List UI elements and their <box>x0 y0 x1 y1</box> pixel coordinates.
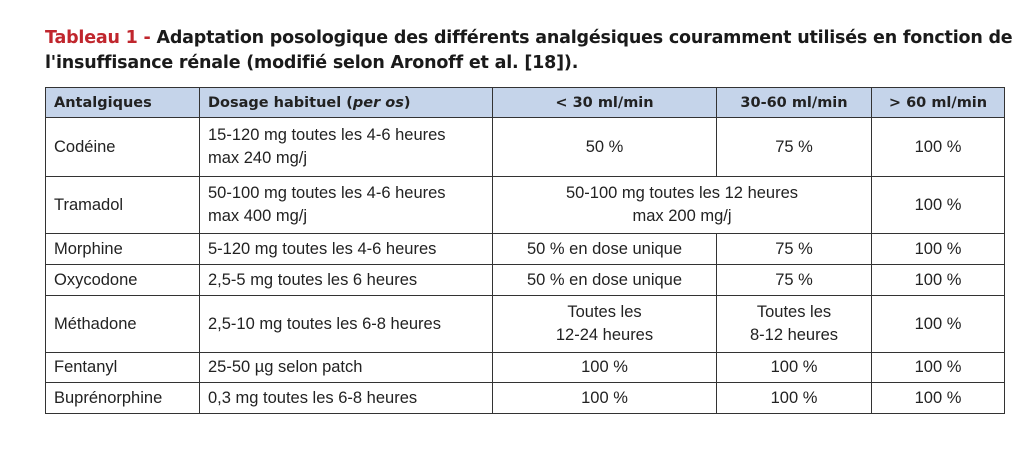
table-row <box>46 353 1005 383</box>
header-30-60: 30-60 ml/min <box>717 88 872 118</box>
dose-lt30: 50 % en dose unique <box>493 265 717 296</box>
dose-30-60: 75 % <box>717 265 872 296</box>
dosage-table <box>45 87 1005 414</box>
table-row <box>46 296 1005 353</box>
dose-30-60: 100 % <box>717 353 872 383</box>
dose-gt60: 100 % <box>872 383 1005 414</box>
drug-name: Fentanyl <box>46 353 200 383</box>
dose-gt60: 100 % <box>872 296 1005 353</box>
header-row <box>46 88 1005 118</box>
dose-lt30: 50 % en dose unique <box>493 234 717 265</box>
drug-dose: 50-100 mg toutes les 4-6 heures max 400 mg/j <box>200 177 493 234</box>
dose-lt30: Toutes les 12-24 heures <box>493 296 717 353</box>
dose-gt60: 100 % <box>872 118 1005 177</box>
dose-30-60: 75 % <box>717 118 872 177</box>
drug-dose: 5-120 mg toutes les 4-6 heures <box>200 234 493 265</box>
dose-30-60: 100 % <box>717 383 872 414</box>
drug-dose: 25-50 µg selon patch <box>200 353 493 383</box>
table-row <box>46 118 1005 177</box>
table-label: Tableau 1 - <box>45 28 151 48</box>
drug-name: Oxycodone <box>46 265 200 296</box>
header-gt60: > 60 ml/min <box>872 88 1005 118</box>
dose-gt60: 100 % <box>872 265 1005 296</box>
dose-gt60: 100 % <box>872 353 1005 383</box>
table-row <box>46 234 1005 265</box>
table-row <box>46 383 1005 414</box>
dose-30-60: Toutes les 8-12 heures <box>717 296 872 353</box>
drug-dose: 2,5-10 mg toutes les 6-8 heures <box>200 296 493 353</box>
header-antalgiques: Antalgiques <box>46 88 200 118</box>
drug-dose: 2,5-5 mg toutes les 6 heures <box>200 265 493 296</box>
drug-dose: 15-120 mg toutes les 4-6 heures max 240 mg/j <box>200 118 493 177</box>
table-row <box>46 265 1005 296</box>
drug-name: Codéine <box>46 118 200 177</box>
dose-30-60: 75 % <box>717 234 872 265</box>
dose-lt30: 100 % <box>493 353 717 383</box>
table-row <box>46 177 1005 234</box>
drug-dose: 0,3 mg toutes les 6-8 heures <box>200 383 493 414</box>
header-dosage: Dosage habituel (per os) <box>200 88 493 118</box>
dose-lt30: 50 % <box>493 118 717 177</box>
dose-gt60: 100 % <box>872 234 1005 265</box>
table-caption <box>45 26 1015 76</box>
dose-lt30: 100 % <box>493 383 717 414</box>
dose-merged: 50-100 mg toutes les 12 heures max 200 mg/j <box>493 177 872 234</box>
drug-name: Morphine <box>46 234 200 265</box>
drug-name: Méthadone <box>46 296 200 353</box>
drug-name: Buprénorphine <box>46 383 200 414</box>
header-lt30: < 30 ml/min <box>493 88 717 118</box>
dose-gt60: 100 % <box>872 177 1005 234</box>
drug-name: Tramadol <box>46 177 200 234</box>
caption-text: Adaptation posologique des différents analgésiques couramment utilisés en fonction de l'insuffisance rénale (modifié selon Aronoff et al. [18]). <box>45 28 1013 73</box>
